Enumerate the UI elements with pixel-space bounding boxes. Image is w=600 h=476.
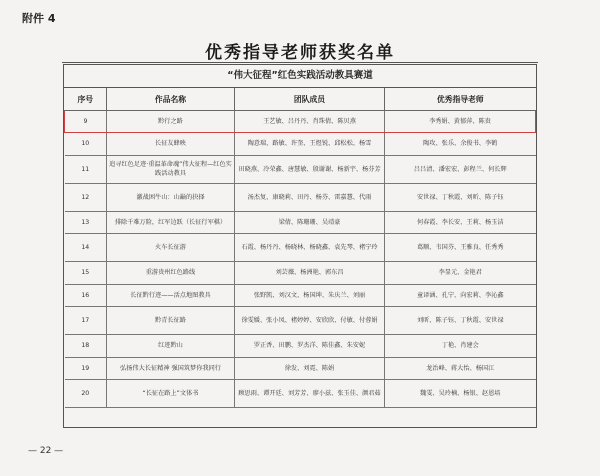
row-teachers: 龙治峰、蒋大怡、杨国江 [385,357,536,380]
row-work-name: 火车长征游 [107,234,235,262]
row-no: 16 [65,284,107,307]
row-teachers: 吕吕清、潘宏宏、彭程兰、何长辉 [385,155,536,183]
row-work-name: 长征友蜂映 [107,133,235,156]
row-team: 徐发、刘霓、陈娟 [235,357,385,380]
row-teachers: 陶攻、张乐、余俊书、李鹤 [385,133,536,156]
row-team: 顾思雨、谭开廷、刘芳芳、廖小兹、张玉佳、颜君茹 [235,380,385,408]
row-teachers: 丁艳、肖建会 [385,335,536,358]
row-team: 梁倩、陈珊珊、吴靖豪 [235,211,385,234]
table-row [65,211,536,234]
row-teachers: 葛顺、韦国芬、王雅良、任秀秀 [385,234,536,262]
award-table [64,88,536,408]
title-divider [62,62,538,63]
row-work-name: 排除千难万险，红军边跃（长征行军棋） [107,211,235,234]
row-team: 张野凯、刘汉文、杨国坤、朱庆兰、刘丽 [235,284,385,307]
table-row [65,183,536,211]
row-no: 11 [65,155,107,183]
table-row [65,307,536,335]
row-no: 13 [65,211,107,234]
row-no: 10 [65,133,107,156]
row-no: 18 [65,335,107,358]
table-row-highlighted [65,111,536,133]
table-header-row [65,88,536,111]
row-no: 12 [65,183,107,211]
row-team: 刘芸薇、杨洲艳、郭东昌 [235,262,385,285]
row-teachers: 何春霞、李长安、王莉、杨玉洁 [385,211,536,234]
column-header-work-name: 作品名称 [107,88,235,111]
row-work-name: 红迹黔山 [107,335,235,358]
row-no: 9 [65,111,107,133]
column-header-team: 团队成员 [235,88,385,111]
row-work-name: 重游贵州红色路线 [107,262,235,285]
row-no: 17 [65,307,107,335]
table-subtitle: “伟大征程”红色实践活动教具赛道 [64,65,536,88]
row-teachers: 童译涵、孔宁、向宏莉、李沁鑫 [385,284,536,307]
table-row [65,262,536,285]
table-row [65,155,536,183]
row-no: 15 [65,262,107,285]
page-number: — 22 — [28,446,64,456]
table-row [65,284,536,307]
award-table-frame [63,64,537,428]
row-work-name: 黔行之路 [107,111,235,133]
row-team: 石霞、杨丹丹、杨晓林、杨晓鑫、袁先琴、褚宁玲 [235,234,385,262]
column-header-no: 序号 [65,88,107,111]
row-work-name: 长征黔行迹——活点地图教具 [107,284,235,307]
row-team: 王艺敏、吕丹丹、肖珠倩、陈贝燕 [235,111,385,133]
row-work-name: 黔青长征路 [107,307,235,335]
document-title: 优秀指导老师获奖名单 [205,43,395,63]
row-teachers: 魏雯、吴玲楠、杨银、赵恩培 [385,380,536,408]
row-no: 14 [65,234,107,262]
row-team: 罗正香、田鹏、罗杰洋、陈佳鑫、朱安妮 [235,335,385,358]
table-row [65,133,536,156]
table-row [65,380,536,408]
row-work-name: 激战困牛山：山巅的抉择 [107,183,235,211]
table-row [65,234,536,262]
row-no: 20 [65,380,107,408]
row-teachers: 安世禄、丁秋霞、刘昕、陈子钰 [385,183,536,211]
attachment-label: 附件 4 [22,12,56,25]
row-teachers: 李秀娟、黄郁萍、陈贵 [385,111,536,133]
row-work-name: 弘扬伟大长征精神 强国筑梦你我同行 [107,357,235,380]
row-teachers: 李显元、金艳君 [385,262,536,285]
row-work-name: 追寻红色足迹·重温革命魂”伟大征程—红色实践活动教具 [107,155,235,183]
table-row [65,335,536,358]
row-team: 田晓燕、冷荣鑫、唐慧敏、殷谢谢、杨新宇、杨芬芳 [235,155,385,183]
column-header-teachers: 优秀指导老师 [385,88,536,111]
row-work-name: “长征在路上”文体书 [107,380,235,408]
row-teachers: 刘昕、陈子钰、丁秋霞、安世禄 [385,307,536,335]
row-team: 陶意瑞、路敏、许奎、王煜锐、邱松松、杨雪 [235,133,385,156]
row-team: 徐雯媛、张小凤、褚婷婷、安欣欣、付敏、付蓉娟 [235,307,385,335]
table-row [65,357,536,380]
row-no: 19 [65,357,107,380]
row-team: 汤杰复、康晓莉、田丹、杨芬、雷嘉慧、代雨 [235,183,385,211]
